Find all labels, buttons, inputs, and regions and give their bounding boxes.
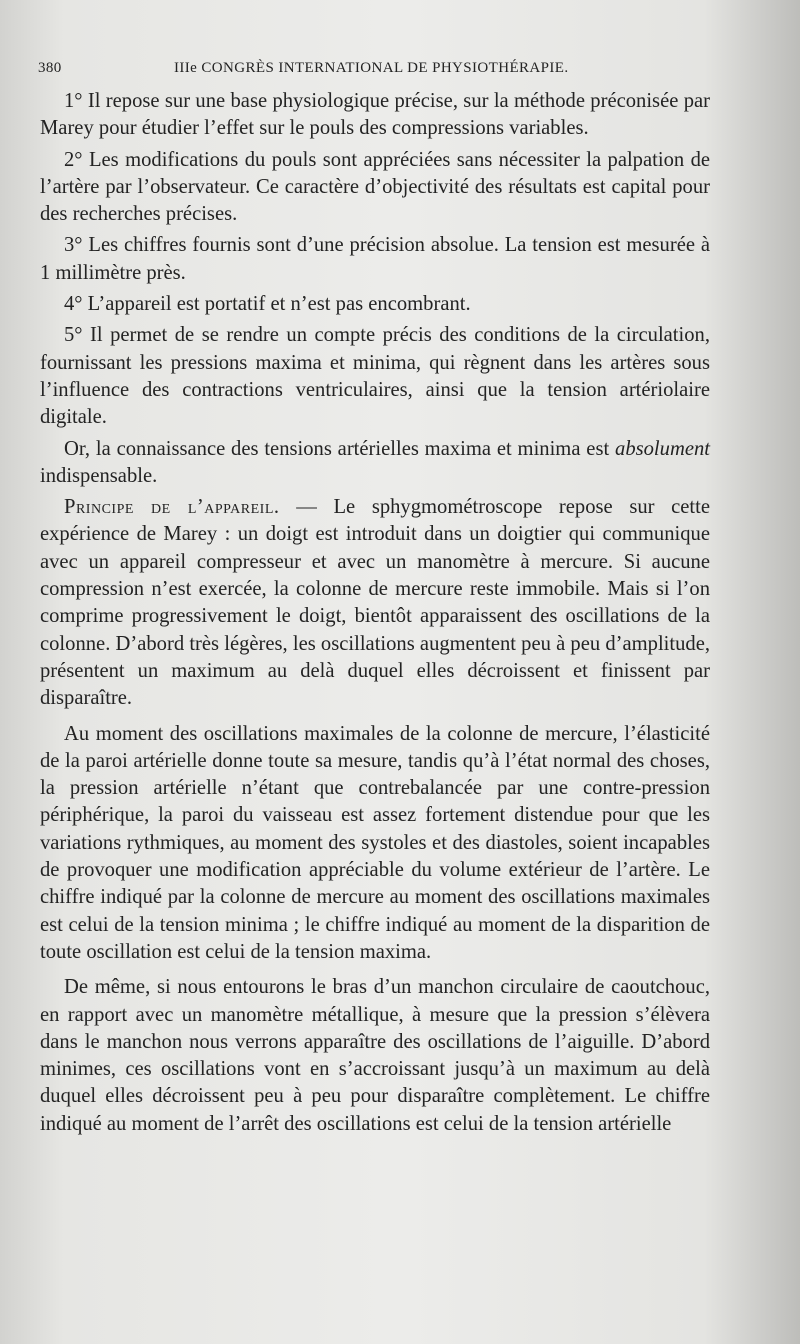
running-head [38,60,770,84]
paragraph-advantage-3: 3° Les chiffres fournis sont d’une précision absolue. La tension est mesurée à 1 millimètre près. [40,234,710,284]
body-text [40,88,710,1138]
paragraph-conclusion [40,436,710,491]
paragraph-advantage-2: 2° Les modifications du pouls sont appréciées sans nécessiter la palpation de l’artère par l’observateur. Ce caractère d’objectivité des résultats est capital pour des recherches précises. [40,148,710,226]
principle-text: — Le sphygmométroscope repose sur cette expérience de Marey : un doigt est introduit dans un doigtier qui communique avec un appareil compresseur et avec un manomètre à mercure. Si aucune compression n’est exercée, la colonne de mercure reste immobile. Mais si l’on comprime progressivement le doigt, bientôt apparaissent des oscillations de la colonne. D’abord très légères, les oscillations augmentent peu à peu d’amplitude, présentent un maximum au delà duquel elles décroissent et finissent par disparaître. [40,496,711,710]
emphasis-word: absolument [615,437,710,460]
conclusion-text: Or, la connaissance des tensions artérielles maxima et minima est [64,437,610,460]
paragraph-principle [40,494,710,712]
paragraph-advantage-5: 5° Il permet de se rendre un compte précis des conditions de la circulation, fournissant les pressions maxima et minima, qui règnent dans les artères sous l’influence des contractions ventriculaires, ainsi que la tension artériolaire digitale. [40,324,710,429]
paragraph-oscillations: Au moment des oscillations maximales de la colonne de mercure, l’élasticité de la paroi artérielle donne toute sa mesure, tandis qu’à l’état normal des choses, la pression artérielle n’étant que contrebalancée par une contre-pression périphérique, la paroi du vaisseau est assez fortement distendue pour que les variations rythmiques, au moment des systoles et des diastoles, soient incapables de provoquer une modification appréciable du volume extérieur de l’artère. Le chiffre indiqué par la colonne de mercure au moment des oscillations maximales est celui de la tension minima ; le chiffre indiqué au moment de la disparition de toute oscillation est celui de la tension maxima. [40,722,710,963]
page-number: 380 [38,60,62,76]
running-title: IIIe CONGRÈS INTERNATIONAL DE PHYSIOTHÉRAPIE. [174,60,569,76]
paragraph-advantage-4: 4° L’appareil est portatif et n’est pas encombrant. [64,293,471,316]
section-heading: Principe de l’appareil. [64,496,280,519]
conclusion-end: indispensable. [40,464,158,487]
paragraph-advantage-1: 1° Il repose sur une base physiologique précise, sur la méthode préconisée par Marey pour étudier l’effet sur le pouls des compressions variables. [40,90,710,140]
paragraph-armband: De même, si nous entourons le bras d’un manchon circulaire de caoutchouc, en rapport avec un manomètre métallique, à mesure que la pression s’élèvera dans le manchon nous verrons apparaître des oscillations de l’aiguille. D’abord minimes, ces oscillations vont en s’accroissant jusqu’à un maximum au delà duquel elles décroissent peu à peu pour disparaître complètement. Le chiffre indiqué au moment de l’arrêt des oscillations est celui de la tension artérielle [40,976,710,1135]
